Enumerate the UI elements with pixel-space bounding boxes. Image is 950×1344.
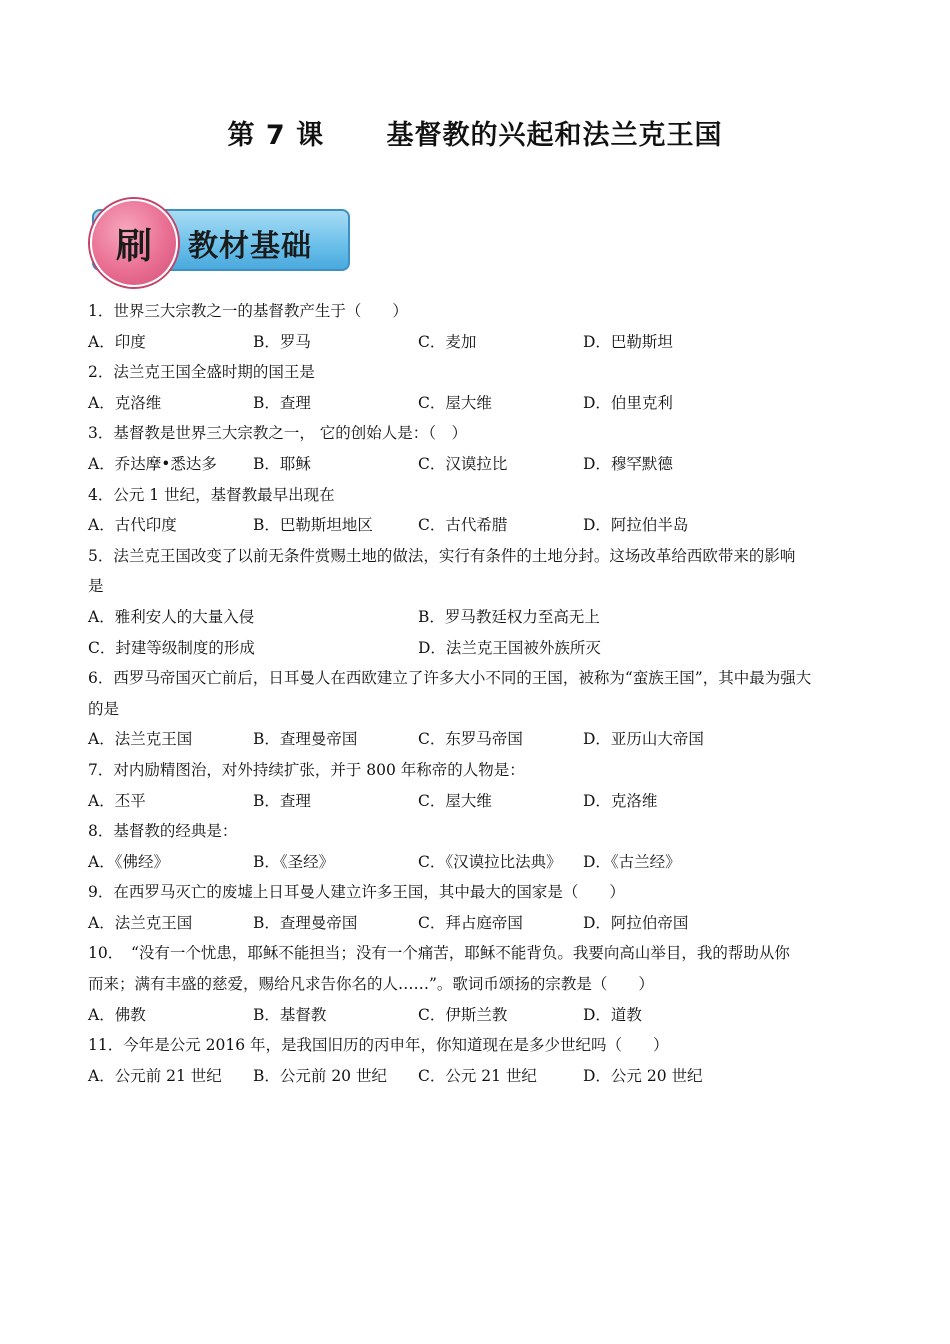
option-c: C．拜占庭帝国 [418,913,523,932]
option-d: D．公元 20 世纪 [583,1066,703,1085]
option-row [87,449,872,480]
option-row [87,327,872,358]
option-b: B．公元前 20 世纪 [253,1066,387,1085]
option-c: C．屋大维 [418,791,492,810]
option-d: D．克洛维 [583,791,658,810]
option-d: D．伯里克利 [583,393,673,412]
option-row [87,1000,872,1031]
option-row [87,908,872,939]
option-b: B．罗马 [253,332,311,351]
option-a: A．乔达摩•悉达多 [88,454,217,473]
question-text: 1．世界三大宗教之一的基督教产生于（ ） [88,302,408,320]
question-text-cont: 的是 [88,699,120,718]
option-b: B．查理曼帝国 [253,913,358,932]
question-text: 4．公元 1 世纪，基督教最早出现在 [88,485,335,504]
option-d: D．道教 [583,1005,642,1024]
option-row [87,1061,872,1092]
option-a: A．丕平 [88,791,146,810]
option-d: D．法兰克王国被外族所灭 [418,638,601,657]
section-banner [90,205,352,275]
option-a: A．印度 [88,332,146,351]
banner-label: 教材基础 [188,229,312,264]
option-d: D．《古兰经》 [583,852,681,871]
option-row [87,510,872,541]
option-a: A．法兰克王国 [88,913,193,932]
option-row [87,724,872,755]
option-a: A．古代印度 [88,516,177,535]
option-d: D．阿拉伯半岛 [583,516,689,535]
option-a: A．佛教 [88,1005,146,1024]
option-b: B．基督教 [253,1005,327,1024]
option-b: B．巴勒斯坦地区 [253,516,373,535]
question-text: 11．今年是公元 2016 年，是我国旧历的丙申年，你知道现在是多少世纪吗（ ） [88,1036,669,1055]
question-text: 2．法兰克王国全盛时期的国王是 [88,363,315,382]
option-c: C．封建等级制度的形成 [88,638,255,657]
question-text: 3．基督教是世界三大宗教之一， 它的创始人是：（ ） [88,424,468,443]
option-b: B．《圣经》 [253,852,335,871]
option-b: B．罗马教廷权力至高无上 [418,607,600,626]
question-list [87,296,872,1091]
question-text: 7．对内励精图治，对外持续扩张，并于 800 年称帝的人物是： [88,760,525,779]
question-text-cont: 是 [88,577,104,596]
option-b: B．查理 [253,393,311,412]
option-c: C．东罗马帝国 [418,730,523,749]
option-c: C．麦加 [418,332,477,351]
question-text: 10． “没有一个忧患，耶稣不能担当；没有一个痛苦，耶稣不能背负。我要向高山举目，我的帮助从你 [88,944,790,963]
option-b: B．查理 [253,791,311,810]
question-text: 5．法兰克王国改变了以前无条件赏赐土地的做法，实行有条件的土地分封。这场改革给西欧带来的影响 [88,546,796,565]
page-title: 第 7 课 基督教的兴起和法兰克王国 [227,120,723,151]
question-text: 6．西罗马帝国灭亡前后，日耳曼人在西欧建立了许多大小不同的王国，被称为“蛮族王国”，其中最为强大 [88,669,812,688]
option-row [87,847,872,878]
banner-badge: 刷 [90,199,178,287]
option-d: D．阿拉伯帝国 [583,913,689,932]
option-d: D．巴勒斯坦 [583,332,673,351]
option-b: B．查理曼帝国 [253,730,358,749]
question-text: 9．在西罗马灭亡的废墟上日耳曼人建立许多王国，其中最大的国家是（ ） [88,883,625,902]
option-c: C．屋大维 [418,393,492,412]
option-row [87,633,872,664]
option-d: D．穆罕默德 [583,454,673,473]
option-c: C．《汉谟拉比法典》 [418,852,562,871]
option-b: B．耶稣 [253,454,311,473]
option-a: A．雅利安人的大量入侵 [88,607,255,626]
option-c: C．汉谟拉比 [418,454,508,473]
option-row [87,388,872,419]
question-text-cont: 而来；满有丰盛的慈爱，赐给凡求告你名的人……”。歌词币颂扬的宗教是（ ） [88,975,654,994]
option-d: D．亚历山大帝国 [583,730,704,749]
option-row [87,786,872,817]
question-text: 8．基督教的经典是： [88,822,238,841]
option-c: C．公元 21 世纪 [418,1066,537,1085]
option-a: A．公元前 21 世纪 [88,1066,222,1085]
option-a: A．克洛维 [88,393,162,412]
option-c: C．古代希腊 [418,516,508,535]
option-row [87,602,872,633]
option-a: A．《佛经》 [88,852,169,871]
option-c: C．伊斯兰教 [418,1005,508,1024]
option-a: A．法兰克王国 [88,730,193,749]
